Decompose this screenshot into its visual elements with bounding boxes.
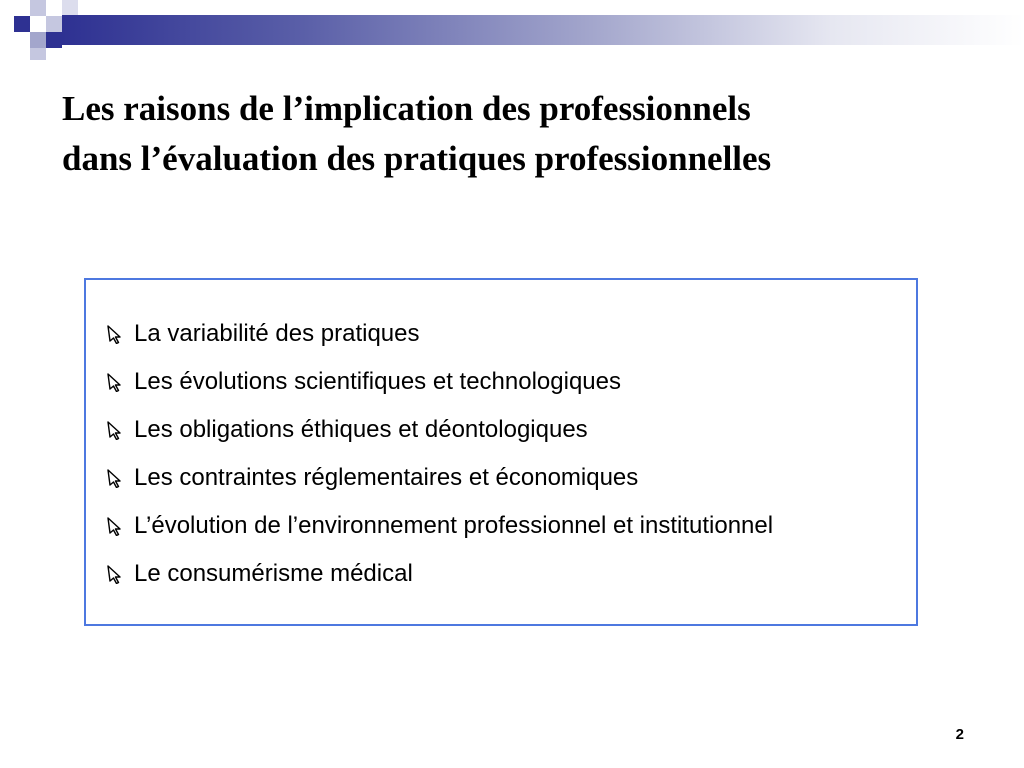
slide-title: [62, 84, 1002, 184]
bullet-text: La variabilité des pratiques: [134, 320, 420, 347]
list-item: [106, 310, 773, 358]
list-item: [106, 358, 773, 406]
bullet-text: Les évolutions scientifiques et technologiques: [134, 368, 621, 395]
bullet-text: Le consumérisme médical: [134, 560, 413, 587]
hollow-arrow-icon: [106, 468, 122, 488]
hollow-arrow-icon: [106, 372, 122, 392]
decor-square: [62, 0, 78, 15]
decor-square: [30, 32, 46, 48]
list-item: [106, 502, 773, 550]
decor-square: [46, 32, 62, 48]
decor-square: [30, 0, 46, 16]
decor-square: [46, 16, 62, 32]
bullet-list: [106, 310, 773, 598]
title-line-1: Les raisons de l’implication des professionnels: [62, 89, 751, 128]
hollow-arrow-icon: [106, 420, 122, 440]
header-gradient-bar: [62, 15, 1024, 45]
list-item: [106, 550, 773, 598]
decor-square: [14, 32, 30, 48]
bullet-text: Les obligations éthiques et déontologiques: [134, 416, 588, 443]
bullet-text: L’évolution de l’environnement professionnel et institutionnel: [134, 512, 774, 539]
list-item: [106, 406, 773, 454]
list-item: [106, 454, 773, 502]
hollow-arrow-icon: [106, 324, 122, 344]
decor-square: [14, 16, 30, 32]
bullet-text: Les contraintes réglementaires et économiques: [134, 464, 639, 491]
content-box: [84, 278, 918, 626]
decor-square: [30, 48, 46, 60]
hollow-arrow-icon: [106, 564, 122, 584]
title-line-2: dans l’évaluation des pratiques professionnelles: [62, 139, 772, 178]
hollow-arrow-icon: [106, 516, 122, 536]
page-number: 2: [955, 726, 964, 743]
